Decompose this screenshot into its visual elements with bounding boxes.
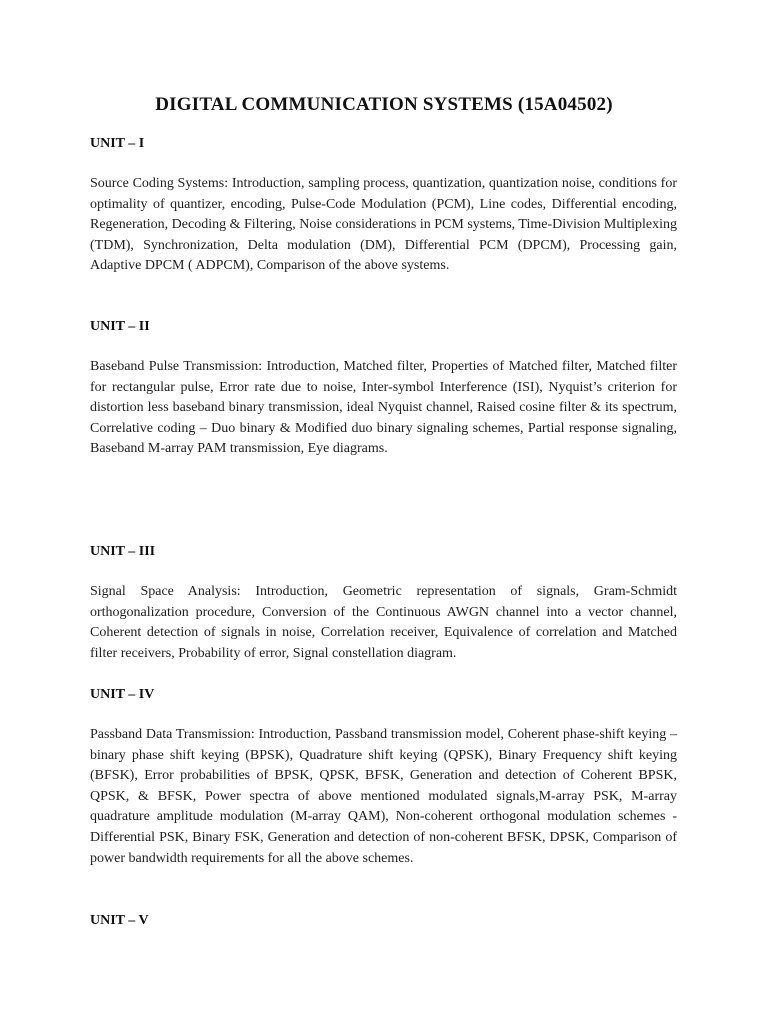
unit-2-syllabus: Baseband Pulse Transmission: Introduction, Matched filter, Properties of Matched filter, Matched filter for rectangular pulse, Error rate due to noise, Inter-symbol Interference (ISI), Nyquist’s criterion for distortion less baseband binary transmission, ideal Nyquist channel, Raised cosine filter & its spectrum, Correlative coding – Duo binary & Modified duo binary signaling schemes, Partial response signaling, Baseband M-array PAM transmission, Eye diagrams. (90, 359, 677, 457)
unit-4-heading: UNIT – IV (90, 687, 155, 702)
unit-1-syllabus: Source Coding Systems: Introduction, sampling process, quantization, quantization noise, conditions for optimality of quantizer, encoding, Pulse-Code Modulation (PCM), Line codes, Differential encoding, Regeneration, Decoding & Filtering, Noise considerations in PCM systems, Time-Division Multiplexing (TDM), Synchronization, Delta modulation (DM), Differential PCM (DPCM), Processing gain, Adaptive DPCM ( ADPCM), Comparison of the above systems. (90, 176, 677, 274)
unit-1-heading: UNIT – I (90, 136, 145, 151)
unit-4-syllabus: Passband Data Transmission: Introduction, Passband transmission model, Coherent phase-shift keying – binary phase shift keying (BPSK), Quadrature shift keying (QPSK), Binary Frequency shift keying (BFSK), Error probabilities of BPSK, QPSK, BFSK, Generation and detection of Coherent BPSK, QPSK, & BFSK, Power spectra of above mentioned modulated signals,M-array PSK, M-array quadrature amplitude modulation (M-array QAM), Non-coherent orthogonal modulation schemes -Differential PSK, Binary FSK, Generation and detection of non-coherent BFSK, DPSK, Comparison of power bandwidth requirements for all the above schemes. (90, 727, 677, 866)
unit-3-heading: UNIT – III (90, 544, 156, 559)
document-title: DIGITAL COMMUNICATION SYSTEMS (15A04502) (155, 94, 613, 115)
unit-3-syllabus: Signal Space Analysis: Introduction, Geometric representation of signals, Gram-Schmidt orthogonalization procedure, Conversion of the Continuous AWGN channel into a vector channel, Coherent detection of signals in noise, Correlation receiver, Equivalence of correlation and Matched filter receivers, Probability of error, Signal constellation diagram. (90, 584, 677, 661)
unit-5-heading: UNIT – V (90, 913, 149, 928)
unit-2-heading: UNIT – II (90, 319, 150, 334)
